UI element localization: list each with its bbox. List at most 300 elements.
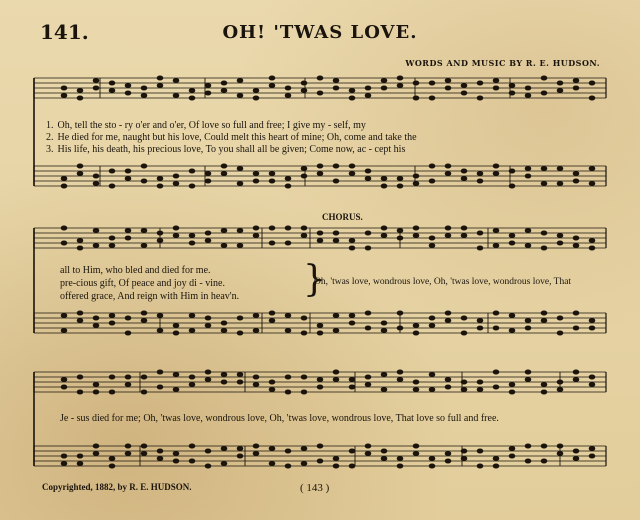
note-head: [221, 81, 227, 85]
note-head: [493, 86, 499, 90]
note-head: [573, 79, 579, 83]
note-head: [461, 449, 467, 453]
note-head: [269, 447, 275, 451]
note-head: [573, 311, 579, 315]
note-head: [221, 244, 227, 248]
note-head: [173, 459, 179, 463]
note-head: [189, 234, 195, 238]
note-head: [173, 94, 179, 98]
note-head: [301, 81, 307, 85]
note-head: [205, 239, 211, 243]
note-head: [93, 324, 99, 328]
note-head: [589, 447, 595, 451]
note-head: [381, 184, 387, 188]
note-head: [221, 329, 227, 333]
note-head: [173, 174, 179, 178]
note-head: [77, 246, 83, 250]
note-head: [589, 96, 595, 100]
note-head: [93, 229, 99, 233]
note-head: [93, 316, 99, 320]
note-head: [365, 231, 371, 235]
note-head: [333, 79, 339, 83]
note-head: [541, 383, 547, 387]
note-head: [541, 182, 547, 186]
note-head: [93, 182, 99, 186]
note-head: [589, 375, 595, 379]
note-head: [557, 380, 563, 384]
note-head: [477, 172, 483, 176]
note-head: [157, 231, 163, 235]
note-head: [237, 454, 243, 458]
note-head: [125, 169, 131, 173]
note-head: [221, 229, 227, 233]
note-head: [189, 459, 195, 463]
note-head: [141, 444, 147, 448]
note-head: [365, 383, 371, 387]
note-head: [125, 383, 131, 387]
note-head: [573, 326, 579, 330]
note-head: [285, 226, 291, 230]
note-head: [493, 326, 499, 330]
note-head: [157, 239, 163, 243]
note-head: [477, 81, 483, 85]
note-head: [557, 444, 563, 448]
verse-brace: }: [303, 259, 326, 300]
note-head: [509, 84, 515, 88]
note-head: [509, 383, 515, 387]
note-head: [205, 316, 211, 320]
note-head: [141, 94, 147, 98]
note-head: [125, 177, 131, 181]
note-head: [93, 174, 99, 178]
note-head: [253, 452, 259, 456]
verse-2-line-1: 2. He died for me, naught but his love, Could melt this heart of mine; Oh, come and take the: [46, 132, 417, 143]
hymn-number: 141.: [40, 20, 89, 44]
note-head: [365, 444, 371, 448]
note-head: [445, 311, 451, 315]
note-head: [413, 388, 419, 392]
note-head: [221, 462, 227, 466]
note-head: [381, 79, 387, 83]
note-head: [557, 234, 563, 238]
note-head: [125, 229, 131, 233]
note-head: [445, 164, 451, 168]
note-head: [429, 244, 435, 248]
note-head: [173, 388, 179, 392]
note-head: [317, 378, 323, 382]
note-head: [253, 96, 259, 100]
note-head: [157, 370, 163, 374]
note-head: [349, 385, 355, 389]
note-head: [477, 319, 483, 323]
note-head: [61, 378, 67, 382]
note-head: [269, 380, 275, 384]
note-head: [205, 179, 211, 183]
note-head: [61, 241, 67, 245]
note-head: [285, 241, 291, 245]
note-head: [349, 378, 355, 382]
note-head: [525, 378, 531, 382]
note-head: [77, 319, 83, 323]
note-head: [93, 390, 99, 394]
note-head: [125, 375, 131, 379]
note-head: [445, 234, 451, 238]
note-head: [77, 172, 83, 176]
note-head: [205, 91, 211, 95]
note-head: [109, 390, 115, 394]
note-head: [365, 94, 371, 98]
note-head: [493, 370, 499, 374]
note-head: [109, 464, 115, 468]
note-head: [285, 177, 291, 181]
note-head: [125, 236, 131, 240]
note-head: [381, 329, 387, 333]
note-head: [445, 79, 451, 83]
note-head: [397, 457, 403, 461]
note-head: [557, 81, 563, 85]
note-head: [509, 91, 515, 95]
note-head: [285, 314, 291, 318]
note-head: [253, 314, 259, 318]
note-head: [173, 331, 179, 335]
note-head: [413, 380, 419, 384]
note-head: [253, 329, 259, 333]
note-head: [573, 179, 579, 183]
note-head: [413, 182, 419, 186]
note-head: [125, 331, 131, 335]
note-head: [525, 326, 531, 330]
note-head: [189, 375, 195, 379]
note-head: [589, 454, 595, 458]
note-head: [157, 329, 163, 333]
note-head: [317, 385, 323, 389]
note-head: [269, 179, 275, 183]
note-head: [541, 311, 547, 315]
note-head: [557, 182, 563, 186]
note-head: [173, 452, 179, 456]
note-head: [397, 326, 403, 330]
note-head: [205, 231, 211, 235]
note-head: [157, 385, 163, 389]
note-head: [141, 86, 147, 90]
note-head: [557, 241, 563, 245]
note-head: [221, 321, 227, 325]
note-head: [413, 174, 419, 178]
note-head: [541, 444, 547, 448]
note-head: [397, 76, 403, 80]
note-head: [365, 169, 371, 173]
note-head: [381, 388, 387, 392]
note-head: [477, 449, 483, 453]
note-head: [429, 96, 435, 100]
note-head: [493, 457, 499, 461]
note-head: [253, 444, 259, 448]
note-head: [541, 459, 547, 463]
note-head: [365, 246, 371, 250]
chorus-label: CHORUS.: [322, 212, 363, 222]
note-head: [173, 373, 179, 377]
note-head: [317, 231, 323, 235]
note-head: [125, 452, 131, 456]
note-head: [317, 164, 323, 168]
note-head: [589, 319, 595, 323]
note-head: [525, 370, 531, 374]
note-head: [525, 167, 531, 171]
note-head: [317, 444, 323, 448]
note-head: [589, 326, 595, 330]
note-head: [589, 182, 595, 186]
note-head: [285, 449, 291, 453]
note-head: [93, 79, 99, 83]
note-head: [461, 388, 467, 392]
note-head: [173, 324, 179, 328]
note-head: [301, 226, 307, 230]
note-head: [109, 457, 115, 461]
note-head: [381, 457, 387, 461]
note-head: [349, 321, 355, 325]
note-head: [285, 86, 291, 90]
note-head: [285, 390, 291, 394]
note-head: [525, 444, 531, 448]
note-head: [109, 184, 115, 188]
note-head: [445, 385, 451, 389]
note-head: [365, 326, 371, 330]
note-head: [205, 324, 211, 328]
note-head: [253, 226, 259, 230]
note-head: [573, 86, 579, 90]
note-head: [237, 316, 243, 320]
note-head: [493, 79, 499, 83]
note-head: [557, 89, 563, 93]
note-head: [429, 179, 435, 183]
note-head: [125, 444, 131, 448]
note-head: [365, 177, 371, 181]
note-head: [333, 464, 339, 468]
page-number: ( 143 ): [300, 482, 330, 494]
note-head: [589, 167, 595, 171]
note-head: [77, 390, 83, 394]
note-head: [413, 96, 419, 100]
note-head: [61, 184, 67, 188]
note-head: [397, 370, 403, 374]
note-head: [221, 172, 227, 176]
note-head: [173, 226, 179, 230]
copyright-notice: Copyrighted, 1882, by R. E. HUDSON.: [42, 482, 192, 492]
note-head: [525, 319, 531, 323]
note-head: [221, 380, 227, 384]
note-head: [509, 329, 515, 333]
note-head: [173, 79, 179, 83]
note-head: [349, 449, 355, 453]
note-head: [493, 244, 499, 248]
note-head: [109, 89, 115, 93]
note-head: [157, 314, 163, 318]
note-head: [301, 167, 307, 171]
note-head: [189, 444, 195, 448]
note-head: [461, 331, 467, 335]
note-head: [157, 457, 163, 461]
note-head: [333, 86, 339, 90]
note-head: [317, 324, 323, 328]
note-head: [317, 331, 323, 335]
note-head: [541, 319, 547, 323]
note-head: [269, 226, 275, 230]
note-head: [77, 239, 83, 243]
note-head: [509, 169, 515, 173]
note-head: [269, 76, 275, 80]
note-head: [445, 172, 451, 176]
note-head: [365, 452, 371, 456]
note-head: [317, 459, 323, 463]
note-head: [189, 383, 195, 387]
note-head: [269, 84, 275, 88]
note-head: [461, 234, 467, 238]
note-head: [221, 373, 227, 377]
note-head: [429, 164, 435, 168]
note-head: [381, 177, 387, 181]
note-head: [333, 370, 339, 374]
note-head: [589, 81, 595, 85]
note-head: [493, 164, 499, 168]
note-head: [333, 378, 339, 382]
note-head: [77, 311, 83, 315]
note-head: [509, 390, 515, 394]
note-head: [253, 383, 259, 387]
note-head: [205, 84, 211, 88]
note-head: [269, 462, 275, 466]
note-head: [221, 447, 227, 451]
note-head: [237, 229, 243, 233]
note-head: [269, 241, 275, 245]
note-head: [189, 96, 195, 100]
note-head: [445, 226, 451, 230]
note-head: [237, 167, 243, 171]
note-head: [77, 375, 83, 379]
note-head: [589, 383, 595, 387]
note-head: [365, 86, 371, 90]
note-head: [509, 454, 515, 458]
note-head: [541, 76, 547, 80]
note-head: [205, 449, 211, 453]
note-head: [589, 239, 595, 243]
note-head: [301, 331, 307, 335]
note-head: [381, 234, 387, 238]
note-head: [557, 167, 563, 171]
note-head: [349, 172, 355, 176]
note-head: [61, 385, 67, 389]
note-head: [189, 169, 195, 173]
note-head: [61, 314, 67, 318]
note-head: [429, 373, 435, 377]
note-head: [61, 226, 67, 230]
note-head: [141, 179, 147, 183]
note-head: [365, 375, 371, 379]
note-head: [237, 182, 243, 186]
note-head: [397, 229, 403, 233]
note-head: [365, 311, 371, 315]
note-head: [317, 76, 323, 80]
note-head: [141, 311, 147, 315]
note-head: [541, 167, 547, 171]
note-head: [461, 316, 467, 320]
note-head: [237, 331, 243, 335]
note-head: [333, 231, 339, 235]
note-head: [301, 174, 307, 178]
note-head: [445, 378, 451, 382]
note-head: [541, 390, 547, 394]
note-head: [525, 244, 531, 248]
note-head: [541, 231, 547, 235]
note-head: [285, 94, 291, 98]
note-head: [301, 316, 307, 320]
note-head: [237, 79, 243, 83]
note-head: [125, 84, 131, 88]
note-head: [189, 241, 195, 245]
note-head: [301, 89, 307, 93]
note-head: [429, 464, 435, 468]
note-head: [429, 388, 435, 392]
note-head: [253, 89, 259, 93]
note-head: [557, 331, 563, 335]
note-head: [93, 444, 99, 448]
note-head: [221, 164, 227, 168]
note-head: [477, 231, 483, 235]
note-head: [445, 459, 451, 463]
note-head: [61, 94, 67, 98]
hymn-title: OH! 'TWAS LOVE.: [222, 22, 418, 43]
note-head: [141, 375, 147, 379]
note-head: [141, 390, 147, 394]
note-head: [477, 96, 483, 100]
note-head: [573, 244, 579, 248]
note-head: [141, 229, 147, 233]
note-head: [205, 378, 211, 382]
note-head: [573, 378, 579, 382]
note-head: [253, 375, 259, 379]
note-head: [429, 81, 435, 85]
note-head: [493, 172, 499, 176]
note-head: [397, 378, 403, 382]
note-head: [333, 239, 339, 243]
note-head: [381, 449, 387, 453]
note-head: [525, 459, 531, 463]
note-head: [301, 447, 307, 451]
note-head: [109, 244, 115, 248]
note-head: [237, 94, 243, 98]
note-head: [445, 86, 451, 90]
note-head: [157, 177, 163, 181]
note-head: [573, 457, 579, 461]
note-head: [477, 380, 483, 384]
note-head: [445, 319, 451, 323]
note-head: [509, 234, 515, 238]
note-head: [253, 234, 259, 238]
note-head: [77, 89, 83, 93]
note-head: [413, 452, 419, 456]
note-head: [381, 373, 387, 377]
note-head: [61, 177, 67, 181]
note-head: [477, 388, 483, 392]
note-head: [109, 375, 115, 379]
note-head: [269, 311, 275, 315]
note-head: [493, 229, 499, 233]
note-head: [333, 314, 339, 318]
note-head: [125, 91, 131, 95]
note-head: [493, 385, 499, 389]
note-head: [285, 464, 291, 468]
note-head: [525, 94, 531, 98]
note-head: [189, 314, 195, 318]
